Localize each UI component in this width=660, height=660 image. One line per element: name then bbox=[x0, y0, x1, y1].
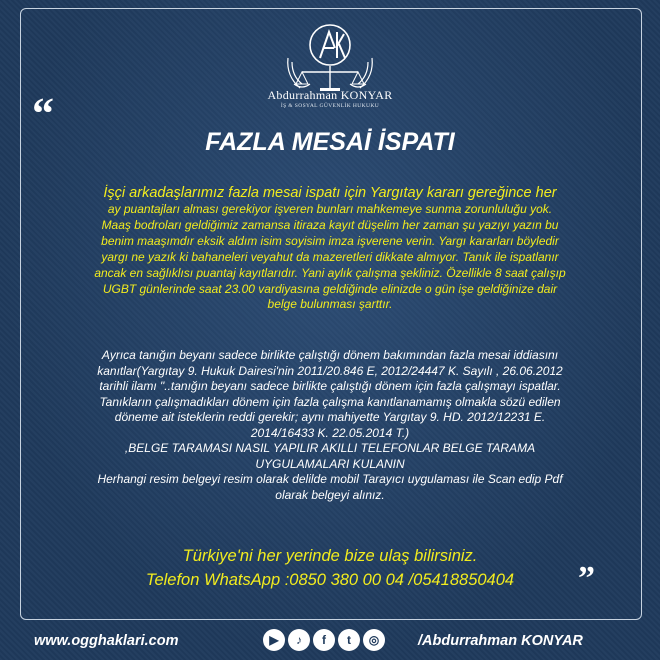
paragraph-line: yargı ne yazık ki bahaneleri veyahut da mazeretleri dikkate almıyor. Tanık ile ispatlanır bbox=[101, 249, 559, 264]
close-quote-mark: ” bbox=[578, 560, 595, 597]
paragraph-line: olarak belgeyi alınız. bbox=[275, 487, 385, 502]
paragraph-line: ancak en sağlıklısı puantaj kayıtlarıdır. Yani aylık çalışma şekliniz. Özellikle 8 saat çalışıp bbox=[94, 265, 566, 280]
paragraph-witness-statement bbox=[60, 348, 600, 503]
paragraph-line: tarihli ilamı "..tanığın beyanı sadece birlikte çalıştığı dönem için fazla çalışmayı ispatlar. bbox=[99, 379, 561, 393]
paragraph-line: belge bulunması şarttır. bbox=[267, 297, 393, 312]
youtube-icon[interactable]: ▶ bbox=[263, 629, 285, 651]
paragraph-line: Herhangi resim belgeyi resim olarak delilde mobil Tarayıcı uygulaması ile Scan edip Pdf bbox=[97, 472, 563, 486]
page-title: FAZLA MESAİ İSPATI bbox=[205, 128, 455, 156]
instagram-icon[interactable]: ◎ bbox=[363, 629, 385, 651]
open-quote-mark: “ bbox=[32, 89, 54, 138]
paragraph-line: İşçi arkadaşlarımız fazla mesai ispatı için Yargıtay kararı gereğince her bbox=[103, 185, 557, 201]
phone-whatsapp-line: Telefon WhatsApp :0850 380 00 04 /05418850404 bbox=[145, 571, 515, 589]
paragraph-line: kanıtlar(Yargıtay 9. Hukuk Dairesi'nin 2011/20.846 E, 2012/24447 K. Sayılı , 26.06.2012 bbox=[97, 363, 563, 378]
twitter-icon[interactable]: t bbox=[338, 629, 360, 651]
paragraph-overtime-proof bbox=[60, 185, 600, 313]
facebook-icon[interactable]: f bbox=[313, 629, 335, 651]
paragraph-line: Maaş bodroları geldiğimiz zamansa itiraza kayıt düşelim her zaman şu yazıyı yazın bu bbox=[101, 217, 559, 232]
social-icons bbox=[263, 629, 385, 653]
paragraph-line: 2014/16433 K. 22.05.2014 T.) bbox=[250, 425, 410, 440]
contact-line: Türkiye'ni her yerinde bize ulaş bilirsiniz. bbox=[182, 547, 478, 565]
paragraph-line: benim maaşımdır eksik aldım isim soyisim imza işverene verin. Yargı kararları böyledir bbox=[101, 233, 559, 248]
paragraph-line: UGBT günlerinde saat 23.00 vardiyasına geldiğinde elinizde o gün işe geldiğinize dair bbox=[102, 281, 558, 296]
scales-of-justice-logo-icon bbox=[280, 18, 380, 98]
contact-info bbox=[60, 544, 600, 592]
brand-name: Abdurrahman KONYAR bbox=[267, 88, 393, 102]
paragraph-line: Ayrıca tanığın beyanı sadece birlikte çalıştığı dönem bakımından fazla mesai iddiasını bbox=[101, 348, 559, 362]
tiktok-icon[interactable]: ♪ bbox=[288, 629, 310, 651]
brand-tagline: İŞ & SOSYAL GÜVENLİK HUKUKU bbox=[280, 103, 380, 109]
paragraph-line: ,BELGE TARAMASI NASIL YAPILIR AKILLI TELEFONLAR BELGE TARAMA bbox=[124, 441, 536, 455]
paragraph-line: ay puantajları alması gerekiyor işveren bunları mahkemeye sunma zorunluluğu yok. bbox=[107, 202, 553, 216]
paragraph-line: Tanıkların çalışmadıkları dönem için fazla çalışma kanıtlanamamış olmakla sözü edilen bbox=[99, 394, 561, 409]
paragraph-line: UYGULAMALARI KULANIN bbox=[255, 456, 405, 471]
author-handle: /Abdurrahman KONYAR bbox=[418, 633, 583, 649]
website-link[interactable]: www.ogghaklari.com bbox=[34, 633, 179, 649]
paragraph-line: döneme ait isteklerin reddi gerekir; aynı mahiyette Yargıtay 9. HD. 2012/12231 E. bbox=[114, 410, 546, 424]
